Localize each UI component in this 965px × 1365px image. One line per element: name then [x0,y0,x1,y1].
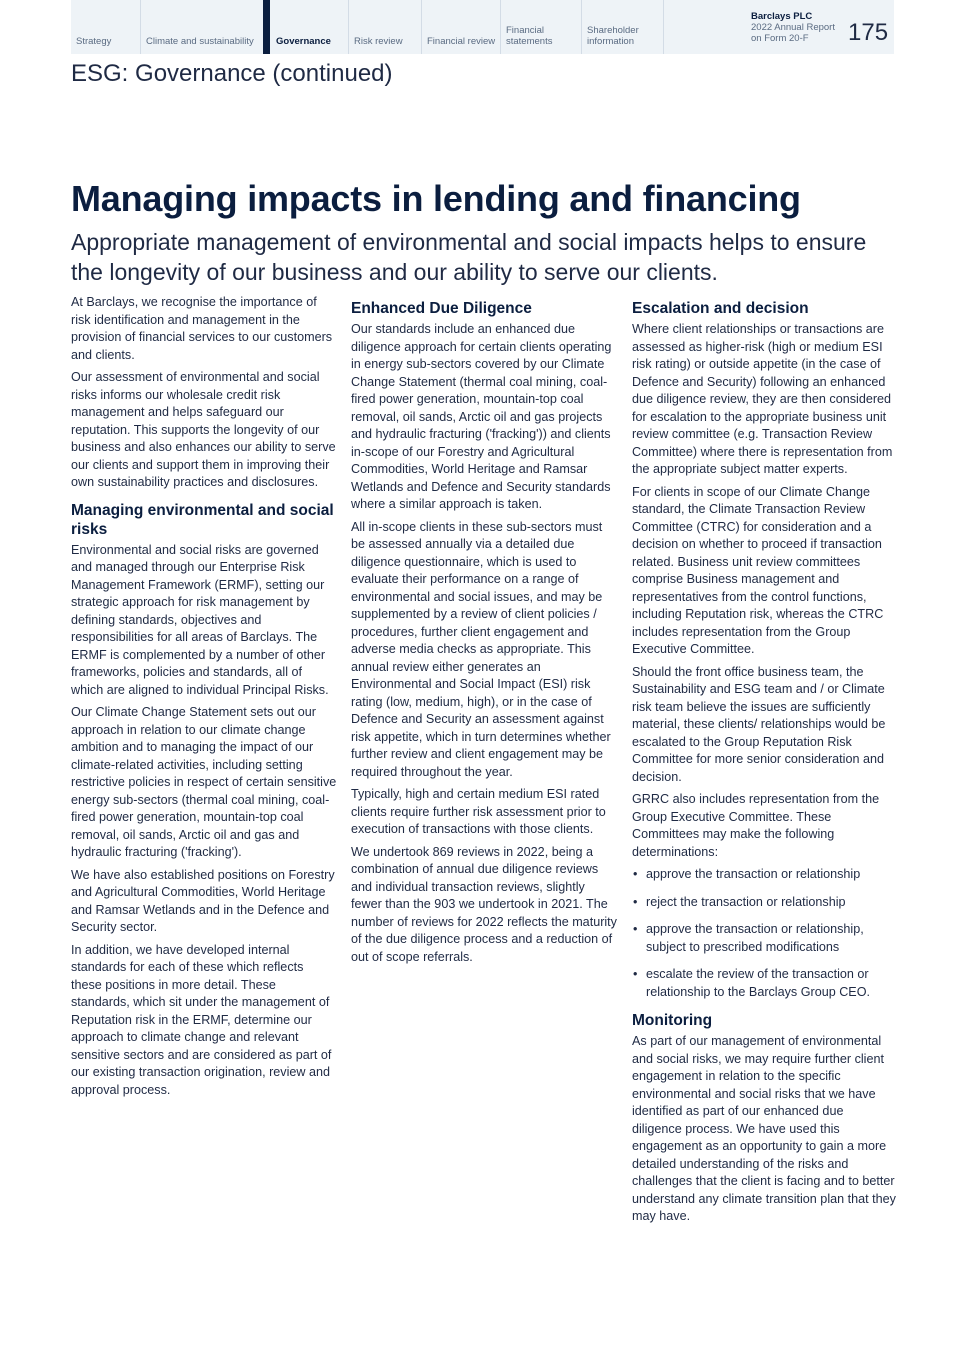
paragraph: We have also established positions on Forestry and Agricultural Commodities, World Heritage and Ramsar Wetlands and in the Defence and Security sector. [71,867,335,934]
report-brand [751,11,835,44]
brand-name: Barclays PLC [751,11,813,22]
column-2 [351,294,617,971]
page-subtitle: Appropriate management of environmental and social impacts helps to ensure the longevity of our business and our ability to serve our clients. [71,229,867,285]
heading-escalation: Escalation and decision [632,300,809,317]
paragraph: In addition, we have developed internal standards for each of these which reflects these positions in more detail. These standards, which sit under the management of Reputation risk in the ERMF, determine our approach to climate change and relevant sensitive sectors and are considered as part of our existing transaction origination, review and approval process. [71,942,332,1097]
list-item: • escalate the review of the transaction or relationship to the Barclays Group CEO. [632,966,896,1001]
nav-tab-climate[interactable]: Climate and sustainability [141,0,264,54]
paragraph: All in-scope clients in these sub-sectors must be assessed annually via a detailed due diligence questionnaire, which is used to evaluate their performance on a range of environmental and social issues, and may be supplemented by a review of client policies / procedures, further client engagement and adverse media checks as appropriate. This annual review either generates an Environmental and Social Impact (ESI) risk rating (low, medium, high), or in the case of Defence and Security an assessment against risk appetite, which in turn determines whether further review and client engagement may be required throughout the year. [351,519,611,779]
page-number: 175 [848,19,889,46]
paragraph: GRRC also includes representation from the Group Executive Committee. These Committees may make the following determinations: [632,792,880,859]
list-item: • approve the transaction or relationship, subject to prescribed modifications [632,921,896,956]
paragraph: Environmental and social risks are governed and managed through our Enterprise Risk Management Framework (ERMF), setting our strategic approach for risk management by defining standards, objectives and responsibilities for all areas of Barclays. The ERMF is complemented by a number of other frameworks, policies and standards, all of which are aligned to individual Principal Risks. [71,542,329,697]
paragraph: Our standards include an enhanced due diligence approach for certain clients operating in energy sub-sectors covered by our Climate Change Statement (thermal coal mining, coal-fired power generation, mountain-top coal removal, oil sands, Arctic oil and gas projects and hydraulic fracturing ('fracking')) and clients in-scope of our Forestry and Agricultural Commodities, World Heritage and Ramsar Wetlands and Defence and Security standards where a similar approach is taken. [351,322,612,511]
brand-line-1: 2022 Annual Report [751,22,835,33]
brand-line-2: on Form 20-F [751,33,809,44]
paragraph: For clients in scope of our Climate Change standard, the Climate Transaction Review Committee (CTRC) for consideration and a decision on whether to proceed if transaction related. Business unit review committees comprise Business management and representatives from the control functions, including Reputation risk, whereas the CTRC includes representation from the Group Executive Committee. [632,484,884,656]
paragraph: Typically, high and certain medium ESI rated clients require further risk assessment prior to execution of transactions with those clients. [351,787,606,836]
paragraph: As part of our management of environmental and social risks, we may require further client engagement in relation to the specific environmental and social risks that we have identified as part of our enhanced due diligence process. We have used this engagement as an opportunity to gain a more detailed understanding of the risks and challenges that the client is facing and to better understand any climate transition plan that they may have. [632,1034,896,1223]
paragraph: Our Climate Change Statement sets out our approach in relation to our climate change ambition and to managing the impact of our climate-related activities, including setting restrictive policies in respect of certain sensitive energy sub-sectors (thermal coal mining, coal-fired power generation, mountain-top coal removal, oil sands, Arctic oil and gas and hydraulic fracturing ('fracking'). [71,705,337,859]
nav-tab-shareholder-information[interactable]: Shareholder information [582,0,664,54]
heading-monitoring: Monitoring [632,1012,713,1029]
determinations-list [632,866,896,1001]
paragraph: Our assessment of environmental and social risks informs our wholesale credit risk management and helps safeguard our reputation. This supports the longevity of our business and also enhances our ability to serve our clients and support them in improving their own sustainability practices and disclosures. [71,370,336,489]
paragraph: We undertook 869 reviews in 2022, being a combination of annual due diligence reviews and individual transaction reviews, slightly fewer than the 903 we undertook in 2021. The number of reviews for 2022 reflects the maturity of the due diligence process and a reduction of out of scope referrals. [351,844,617,964]
nav-tab-financial-review[interactable]: Financial review [422,0,501,54]
section-title: ESG: Governance (continued) [71,60,393,87]
list-item: • approve the transaction or relationship [632,866,896,884]
paragraph: Should the front office business team, the Sustainability and ESG team and / or Climate risk team believe the issues are sufficiently material, these clients/ relationships would be escalated to the Group Reputation Risk Committee for more senior consideration and decision. [632,664,886,784]
heading-enhanced-due-diligence: Enhanced Due Diligence [351,300,532,317]
column-3 [632,294,896,1231]
nav-tab-strategy[interactable]: Strategy [71,0,141,54]
nav-tab-financial-statements[interactable]: Financial statements [501,0,582,54]
paragraph: Where client relationships or transactions are assessed as higher-risk (high or medium ESI risk rating) or outside appetite (in the case of Defence and Security) following an enhanced due diligence review, they are then considered for escalation to the appropriate business unit review committee (e.g. Transaction Review Committee) where there is representation from the appropriate subject matter experts. [632,322,893,476]
nav-tab-risk-review[interactable]: Risk review [349,0,422,54]
page-heading: Managing impacts in lending and financing [71,178,801,219]
nav-tab-governance[interactable]: Governance [264,0,349,54]
heading-managing-risks: Managing environmental and social risks [71,501,334,538]
paragraph: At Barclays, we recognise the importance of risk identification and management in the provision of financial services to our customers and clients. [71,295,333,362]
list-item: • reject the transaction or relationship [632,894,896,912]
column-1 [71,294,337,1104]
